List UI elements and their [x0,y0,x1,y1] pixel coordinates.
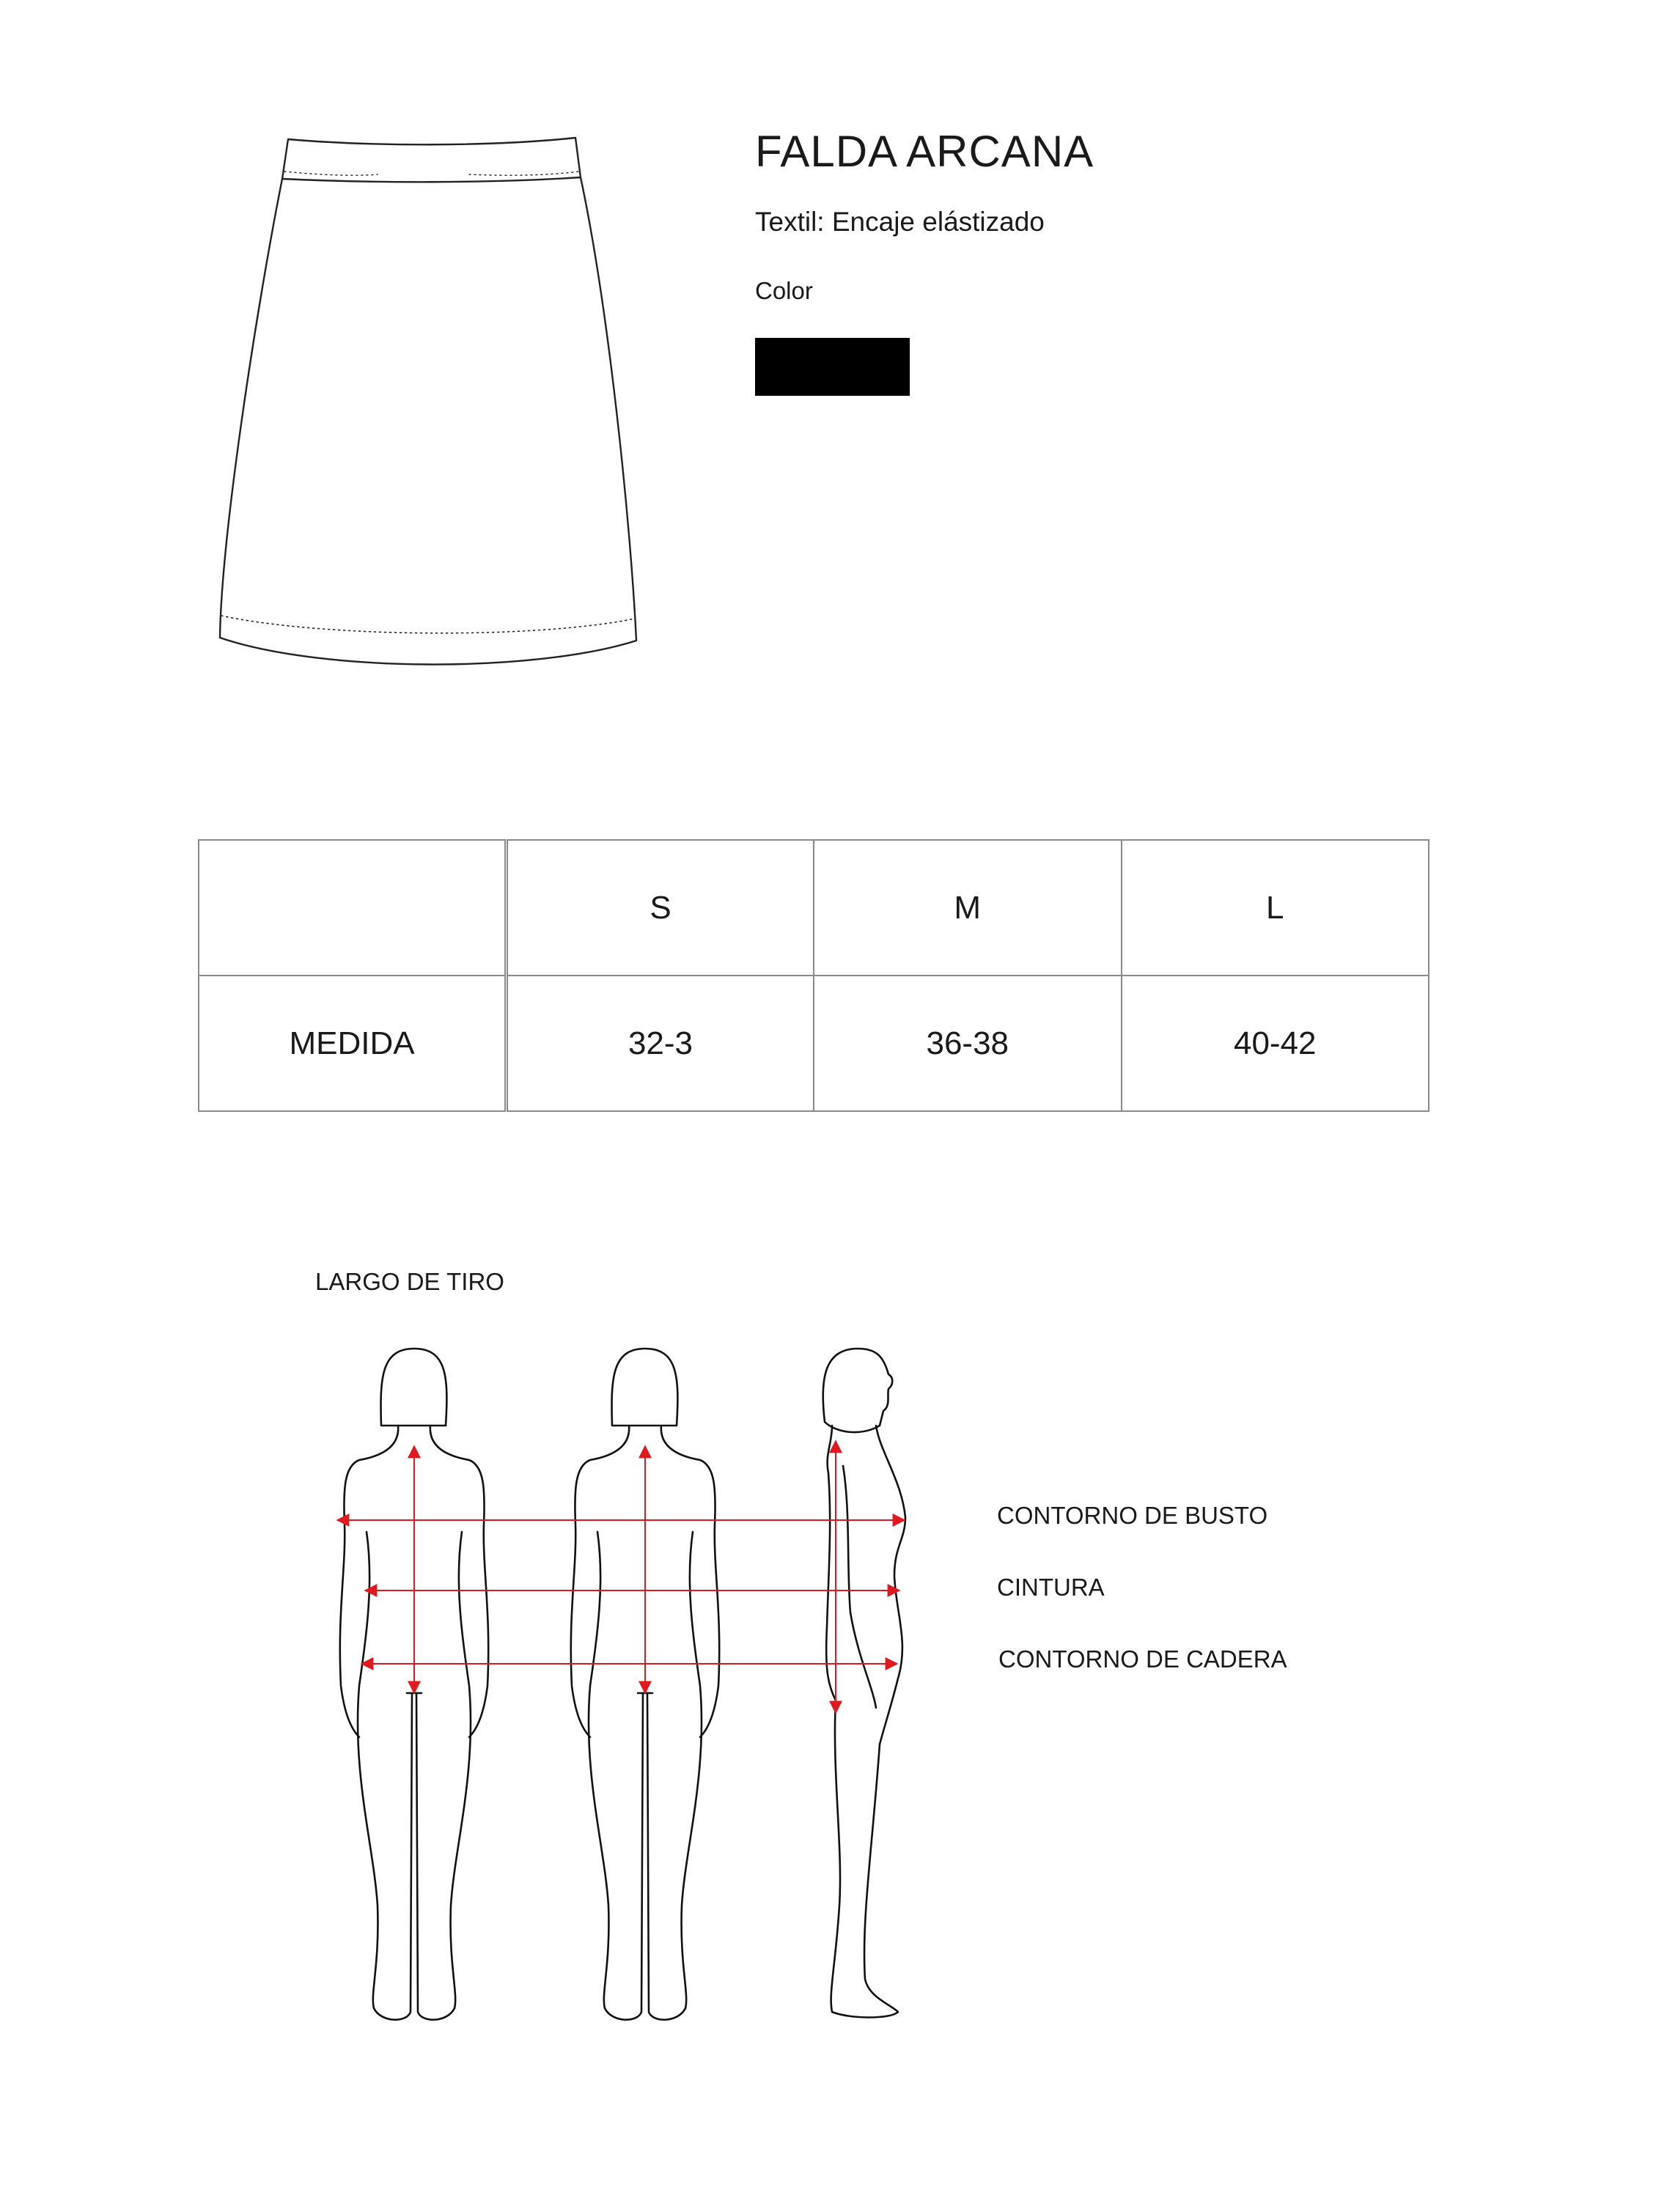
medida-m-value: 36-38 [814,976,1122,1111]
row-label-medida: MEDIDA [199,976,507,1111]
medida-l-value: 40-42 [1122,976,1429,1111]
size-header-l: L [1122,840,1429,976]
color-swatch-black [755,338,910,396]
label-cintura: CINTURA [997,1574,1105,1601]
product-title: FALDA ARCANA [755,127,1094,176]
medida-s-value: 32-3 [507,976,814,1111]
textile-description: Textil: Encaje elástizado [755,207,1045,237]
size-header-m: M [814,840,1122,976]
measurement-arrows [339,1442,903,1711]
label-contorno-de-busto: CONTORNO DE BUSTO [997,1502,1268,1529]
size-header-s: S [507,840,814,976]
label-contorno-de-cadera: CONTORNO DE CADERA [998,1645,1287,1673]
label-largo-de-tiro: LARGO DE TIRO [315,1268,504,1295]
measurement-guide-diagram [0,1246,1667,2052]
size-table [198,839,1429,1112]
skirt-flat-sketch [213,125,652,682]
size-table-row-medida [199,976,1429,1111]
size-table-header-row [199,840,1429,976]
size-table-corner-cell [199,840,507,976]
color-label: Color [755,277,813,304]
